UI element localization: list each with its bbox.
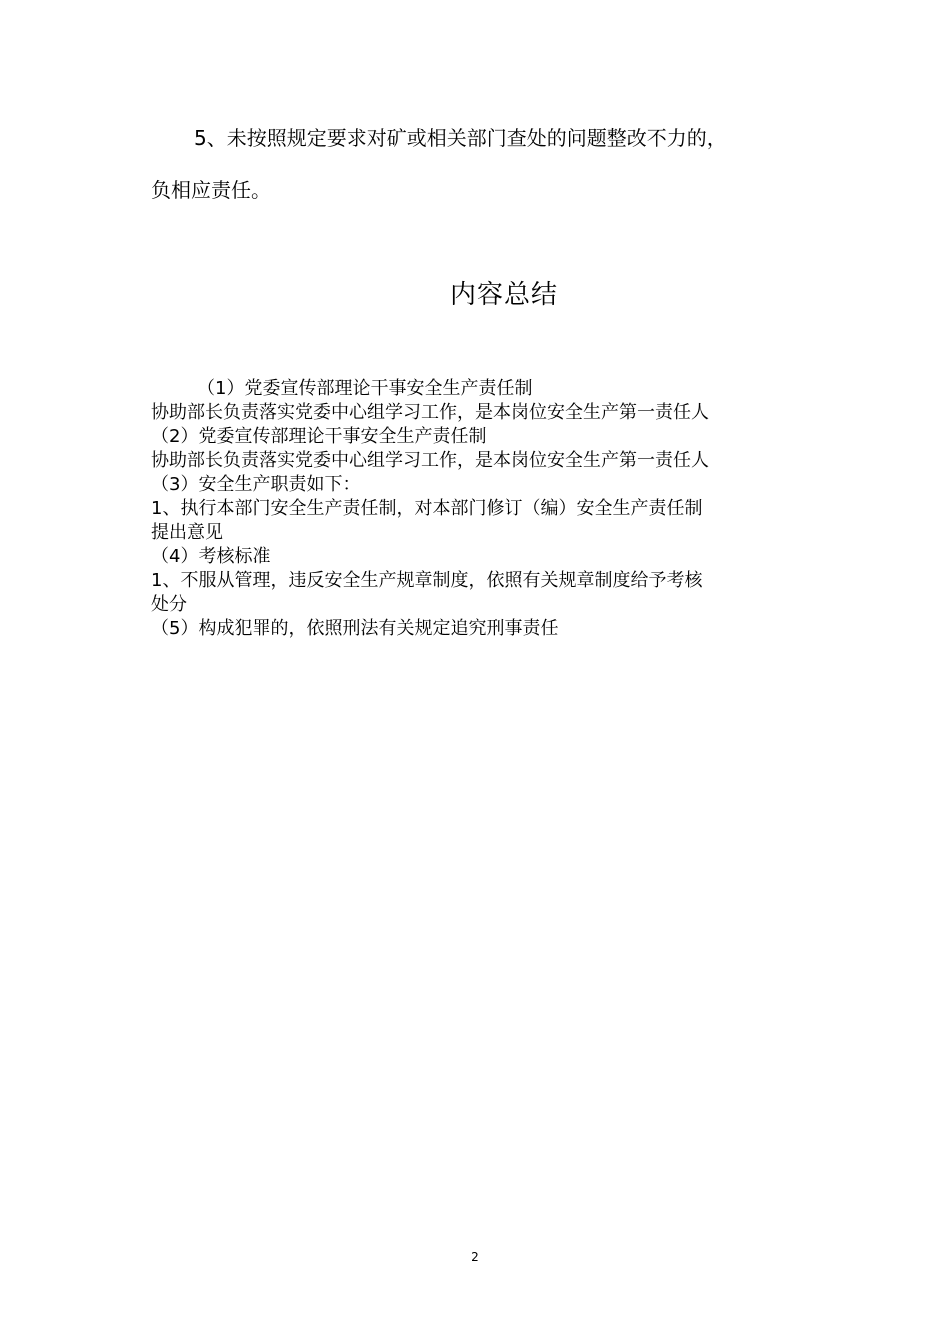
summary-body (151, 377, 811, 641)
summary-line-text: （1）党委宣传部理论干事安全生产责任制 (197, 378, 533, 399)
summary-line: （3）安全生产职责如下： (151, 474, 361, 495)
paragraph-item-5-continuation: 负相应责任。 (151, 178, 271, 202)
page-number: 2 (471, 1250, 479, 1264)
summary-line: （2）党委宣传部理论干事安全生产责任制 (151, 426, 487, 447)
summary-line: 1、不服从管理，违反安全生产规章制度，依照有关规章制度给予考核 (151, 570, 703, 591)
paragraph-item-5-text: 5、未按照规定要求对矿或相关部门查处的问题整改不力的， (194, 126, 727, 150)
summary-title: 内容总结 (449, 280, 558, 310)
summary-line: 协助部长负责落实党委中心组学习工作，是本岗位安全生产第一责任人 (151, 450, 709, 471)
summary-line: 提出意见 (151, 522, 223, 543)
summary-line: 处分 (151, 594, 187, 615)
summary-line: 协助部长负责落实党委中心组学习工作，是本岗位安全生产第一责任人 (151, 402, 709, 423)
summary-line (151, 377, 811, 401)
summary-line: 1、执行本部门安全生产责任制，对本部门修订（编）安全生产责任制 (151, 498, 703, 519)
summary-line: （4）考核标准 (151, 546, 271, 567)
paragraph-item-5 (151, 124, 801, 152)
summary-line: （5）构成犯罪的，依照刑法有关规定追究刑事责任 (151, 618, 559, 639)
